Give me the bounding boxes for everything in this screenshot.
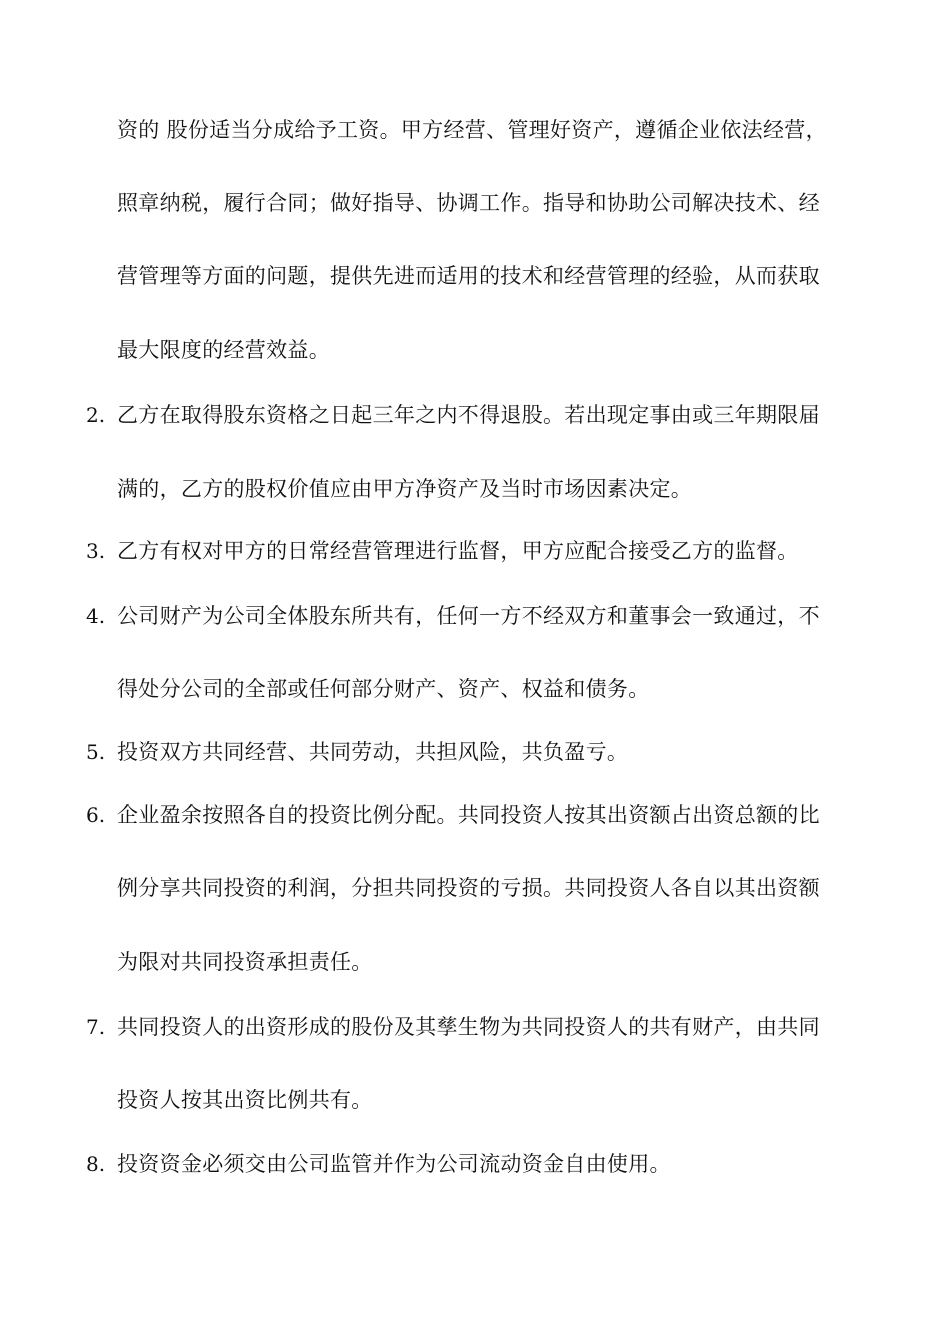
- text-line: 投资资金必须交由公司监管并作为公司流动资金自由使用。: [117, 1152, 671, 1176]
- text-line: 乙方在取得股东资格之日起三年之内不得退股。若出现定事由或三年期限届: [117, 403, 820, 427]
- text-line: 公司财产为公司全体股东所共有，任何一方不经双方和董事会一致通过，不: [117, 604, 820, 628]
- list-number: 6.: [86, 803, 106, 827]
- text-line: 例分享共同投资的利润，分担共同投资的亏损。共同投资人各自以其出资额: [117, 876, 820, 900]
- text-line: 乙方有权对甲方的日常经营管理进行监督，甲方应配合接受乙方的监督。: [117, 539, 799, 563]
- text-line: 最大限度的经营效益。: [117, 338, 330, 362]
- text-line: 企业盈余按照各自的投资比例分配。共同投资人按其出资额占出资总额的比: [117, 803, 820, 827]
- text-line: 满的，乙方的股权价值应由甲方净资产及当时市场因素决定。: [117, 477, 693, 501]
- text-line: 资的 股份适当分成给予工资。甲方经营、管理好资产，遵循企业依法经营，: [117, 118, 827, 142]
- text-line: 得处分公司的全部或任何部分财产、资产、权益和债务。: [117, 677, 650, 701]
- list-number: 3.: [86, 539, 106, 563]
- text-line: 共同投资人的出资形成的股份及其孳生物为共同投资人的共有财产，由共同: [117, 1015, 820, 1039]
- text-line: 营管理等方面的问题，提供先进而适用的技术和经营管理的经验，从而获取: [117, 264, 820, 288]
- list-number: 4.: [86, 604, 106, 628]
- text-line: 投资人按其出资比例共有。: [117, 1088, 373, 1112]
- list-number: 8.: [86, 1152, 106, 1176]
- text-line: 投资双方共同经营、共同劳动，共担风险，共负盈亏。: [117, 740, 629, 764]
- list-number: 2.: [86, 403, 106, 427]
- text-line: 照章纳税，履行合同；做好指导、协调工作。指导和协助公司解决技术、经: [117, 191, 820, 215]
- list-number: 7.: [86, 1015, 106, 1039]
- list-number: 5.: [86, 740, 106, 764]
- text-line: 为限对共同投资承担责任。: [117, 950, 373, 974]
